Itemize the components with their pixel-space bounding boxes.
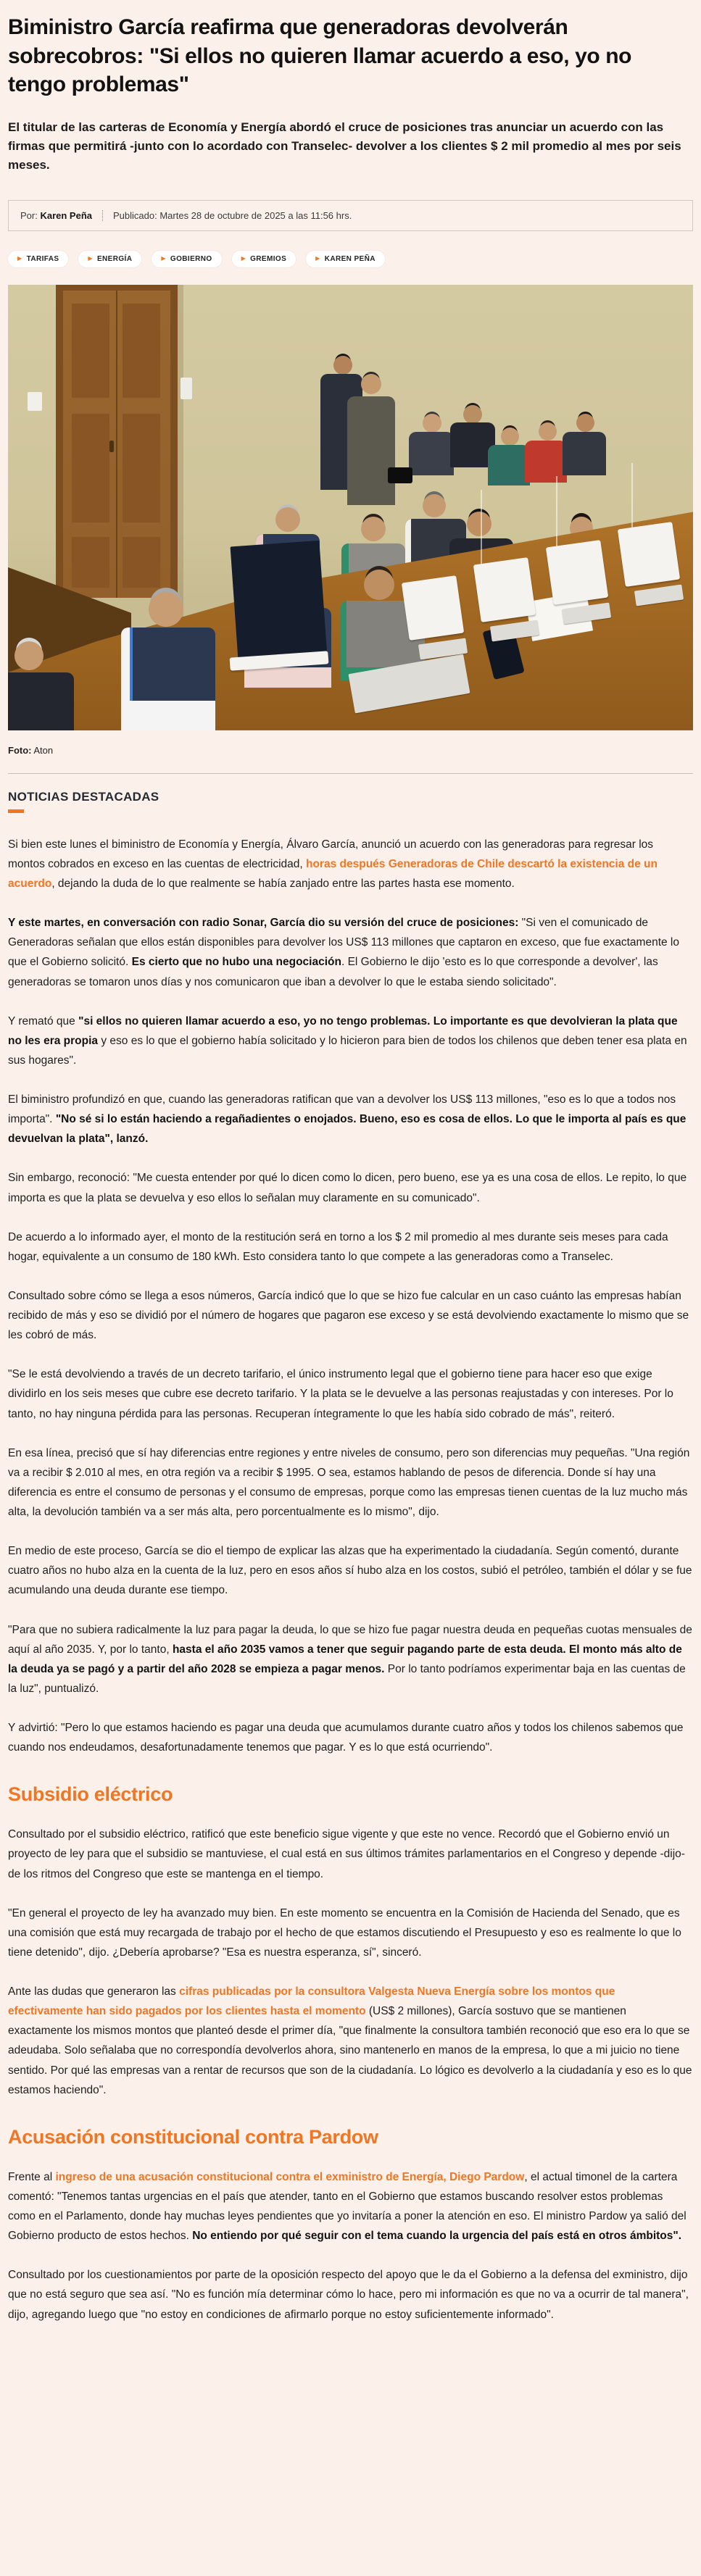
photo-monitor <box>473 557 536 622</box>
photo-person <box>539 422 557 441</box>
text-span: Ante las dudas que generaron las <box>8 1985 180 1998</box>
article-paragraph <box>8 1012 693 1070</box>
photo-person <box>149 592 183 627</box>
text-span: De acuerdo a lo informado ayer, el monto de la restitución será en torno a los $ 2 mil promedio al mes durante seis meses para cada hogar, equivalente a un consumo de 180 kWh. Esto considera tanto lo que compete a las generadoras como a Transelec. <box>8 1230 668 1263</box>
tag-pill[interactable] <box>232 251 296 267</box>
photo-person <box>501 428 519 446</box>
tags-row <box>8 251 693 267</box>
page-title: Biministro García reafirma que generadoras devolverán sobrecobros: "Si ellos no quieren llamar acuerdo a eso, yo no tengo problemas" <box>8 15 632 97</box>
tag-pill[interactable] <box>152 251 221 267</box>
article-paragraph <box>8 1825 693 1883</box>
article-paragraph <box>8 1364 693 1423</box>
byline-box <box>8 200 693 231</box>
text-span: "Si ven el comunicado de Generadoras señalan que ellos están disponibles para devolver los US$ 113 millones que captaron en exceso, que fue exactamente lo que el Gobierno solicitó. <box>8 917 679 969</box>
tag-arrow-icon: ▶ <box>161 255 166 262</box>
photo-door-handle <box>109 441 114 452</box>
text-span: y eso es lo que el gobierno había solicitado y lo hicieron para bien de todos los chilenos que deben tener esa plata en sus hogares". <box>8 1034 687 1067</box>
article-paragraph <box>8 1286 693 1345</box>
article-paragraph <box>8 1443 693 1522</box>
text-span: "Para que no subiera radicalmente la luz para pagar la deuda, lo que se hizo fue pagar nuestra deuda en pequeñas cuotas mensuales de aquí al año 2035. Y, por lo tanto, <box>8 1623 692 1656</box>
article-paragraph <box>8 1904 693 1962</box>
byline-separator <box>102 210 103 221</box>
section-divider <box>8 773 693 774</box>
tag-arrow-icon: ▶ <box>241 255 246 262</box>
photo-thermostat <box>28 392 42 411</box>
article-photo <box>8 285 693 730</box>
inline-link[interactable]: cifras publicadas por la consultora Valgesta Nueva Energía sobre los montos que efectivamente han sido pagados por los clientes hasta el momento <box>8 1985 615 2018</box>
byline-author-name[interactable]: Karen Peña <box>40 209 93 221</box>
tag-label: TARIFAS <box>26 254 59 263</box>
photo-thermostat <box>181 378 192 399</box>
photo-person <box>467 512 491 536</box>
byline-por-label: Por: <box>20 209 38 221</box>
text-span: El biministro profundizó en que, cuando las generadoras ratifican que van a devolver los US$ 113 millones, "eso es lo que a todos nos importa". <box>8 1093 676 1126</box>
text-span: Consultado por los cuestionamientos por parte de la oposición respecto del apoyo que le da el Gobierno a la defensa del exministro, dijo que no está seguro que sea así. "No es función mía determinar cómo lo hace, pero mi información es que no va a ocurrir de tal manera", dijo, agregando luego que "no estoy en condiciones de afirmarlo porque no estoy suficientemente informado". <box>8 2269 689 2321</box>
text-span: (US$ 2 millones), García sostuvo que se mantienen exactamente los mismos montos que planteó desde el primer día, "que finalmente la consultora también reconoció que eso era lo que se adeudaba. Solo señalaba que no correspondía devolverlos ahora, sino mantenerlo en manos de la empresa, lo que a mi juicio no tiene sentido. Por qué las empresas van a rentar de recursos que son de la ciudadanía. Lo lógico es devolverlo a la ciudadanía y eso es lo que estamos haciendo". <box>8 2005 692 2096</box>
photo-person <box>14 641 43 670</box>
text-span: "Se le está devolviendo a través de un decreto tarifario, el único instrumento legal que el gobierno tiene para hacer eso que exige dividirlo en los seis meses que cubre ese decreto tarifario. Y la plata se le devuelve a las personas reajustadas y con intereses. Por lo tanto, no hay ninguna pérdida para las personas. Recuperan íntegramente lo que les había sido cobrado de más", reiteró. <box>8 1368 673 1420</box>
text-span: , dejando la duda de lo que realmente se había zanjado entre las partes hasta ese momento. <box>51 878 515 891</box>
text-span: "En general el proyecto de ley ha avanzado muy bien. En este momento se encuentra en la Comisión de Hacienda del Senado, que es una comisión que está muy recargada de trabajo por el hecho de que estamos discutiendo el Presupuesto y eso es realmente lo que lo tiene detenido", dijo. ¿Debería aprobarse? "Esa es nuestra esperanza, sí", sinceró. <box>8 1906 681 1959</box>
photo-person <box>576 414 594 432</box>
tag-pill[interactable] <box>306 251 385 267</box>
tag-label: GOBIERNO <box>170 254 212 263</box>
photo-monitor <box>618 522 680 587</box>
byline-published: Publicado: Martes 28 de octubre de 2025 a las 11:56 hrs. <box>113 209 352 221</box>
article-lead: El titular de las carteras de Economía y Energía abordó el cruce de posiciones tras anunciar un acuerdo con las firmas que permitirá -junto con lo acordado con Transelec- devolver a los clientes $ 2 mil promedio al mes por seis meses. <box>8 120 681 172</box>
text-span: Y remató que <box>8 1014 79 1028</box>
article-paragraph <box>8 835 693 893</box>
photo-caption-label: Foto: <box>8 744 32 756</box>
article-paragraph <box>8 913 693 992</box>
article-subheading: Acusación constitucional contra Pardow <box>8 2125 378 2148</box>
photo-camera-icon <box>388 467 412 483</box>
text-span: En esa línea, precisó que sí hay diferencias entre regiones y entre niveles de consumo, pero son diferencias muy pequeñas. "Una región va a recibir $ 2.010 al mes, en otra región va a recibir $ 1995. O sea, estamos hablando de pesos de diferencia. Donde sí hay una diferencia es entre el consumo de personas y el consumo de empresas, porque como las empresas tienen cuentas de la luz mucho más alta, la devolución también va a ser más alta, pero porcentualmente es lo mismo", dijo. <box>8 1446 690 1519</box>
article-paragraph <box>8 1620 693 1699</box>
tag-pill[interactable] <box>78 251 141 267</box>
photo-person <box>275 507 300 532</box>
photo-person <box>361 517 386 541</box>
article-paragraph <box>8 1541 693 1600</box>
photo-caption <box>8 745 693 756</box>
text-span: Y este martes, en conversación con radio Sonar, García dio su versión del cruce de posiciones: <box>8 917 522 930</box>
text-span: Y advirtió: "Pero lo que estamos haciendo es pagar una deuda que acumulamos durante cuatro años y todos los chilenos sabemos que cuando nos endeudamos, desafortunadamente tenemos que pagar. Y es lo que está ocurriendo". <box>8 1722 684 1754</box>
article-paragraph <box>8 1227 693 1267</box>
photo-photographer <box>361 374 381 394</box>
text-span: Si bien este lunes el biministro de Economía y Energía, Álvaro García, anunció un acuerdo con las generadoras para regresar los montos cobrados en exceso en las cuentas de electricidad, <box>8 838 654 870</box>
photo-monitor <box>545 540 607 605</box>
section-heading: NOTICIAS DESTACADAS <box>8 789 159 804</box>
section-heading-accent-bar <box>8 809 24 813</box>
text-span: Por lo tanto podríamos experimentar baja en las cuentas de la luz", puntualizó. <box>8 1662 686 1695</box>
tag-arrow-icon: ▶ <box>17 255 22 262</box>
text-span: Consultado por el subsidio eléctrico, ratificó que este beneficio sigue vigente y que este no vence. Recordó que el Gobierno envió un proyecto de ley para que el subsidio se mantuviese, el cual está en sus últimos trámites parlamentarios en el Congreso y depende -dijo- de los ritmos del Congreso que este se mantenga en el tiempo. <box>8 1828 685 1880</box>
text-span: En medio de este proceso, García se dio el tiempo de explicar las alzas que ha experimentado la ciudadanía. Según comentó, durante cuatro años no hubo alza en la cuenta de la luz, pero en esos años sí hubo alza en los costos, subió el petróleo, también el dólar y se fue acumulando una deuda durante ese tiempo. <box>8 1545 692 1597</box>
inline-link[interactable]: ingreso de una acusación constitucional contra el exministro de Energía, Diego Pardow <box>55 2170 525 2183</box>
tag-label: GREMIOS <box>250 254 287 263</box>
text-span: hasta el año 2035 vamos a tener que seguir pagando parte de esta deuda. El monto más alto de la deuda ya se pagó y a partir del año 2028 se empieza a pagar menos. <box>8 1643 682 1675</box>
text-span: Es cierto que no hubo una negociación <box>131 956 341 969</box>
article-paragraph <box>8 2265 693 2324</box>
photo-monitor <box>230 540 327 662</box>
article-paragraph <box>8 2167 693 2246</box>
text-span: Consultado sobre cómo se llega a esos números, García indicó que lo que se hizo fue calcular en un caso cuánto las empresas habían recibido de más y eso se dividió por el número de hogares que pagaron ese exceso y se está devolviendo exactamente lo mismo que se les cobró de más. <box>8 1289 689 1342</box>
article-paragraph <box>8 1718 693 1757</box>
tag-arrow-icon: ▶ <box>315 255 320 262</box>
text-span: Frente al <box>8 2170 56 2183</box>
text-span: . El Gobierno le dijo 'esto es lo que corresponde a devolver', las generadoras se tomaron unos días y nos comunicaron que iban a devolver lo que le estaba siendo solicitado". <box>8 956 658 988</box>
article-paragraph <box>8 1982 693 2100</box>
text-span: "si ellos no quieren llamar acuerdo a eso, yo no tengo problemas. Lo importante es que devolvieran la plata que no les era propia <box>8 1014 678 1047</box>
text-span: , el actual timonel de la cartera comentó: "Tenemos tantas urgencias en el país que atender, tanto en el Gobierno que estamos buscando resolver estos problemas como en el Parlamento, donde hay muchas leyes pendientes que yo invitaría a poner la atención en eso. El ministro Pardow ya salió del Gobierno producto de estos hechos. <box>8 2170 687 2243</box>
photo-person <box>423 494 446 517</box>
article-subheading: Subsidio eléctrico <box>8 1783 173 1806</box>
photo-person <box>423 414 441 433</box>
inline-link[interactable]: horas después Generadoras de Chile descartó la existencia de un acuerdo <box>8 857 658 891</box>
article-paragraph <box>8 1168 693 1207</box>
tag-label: KAREN PEÑA <box>324 254 376 263</box>
photo-caption-credit: Aton <box>33 744 54 756</box>
article-body <box>8 835 693 2325</box>
photo-person <box>463 405 482 424</box>
text-span: "No sé si lo están haciendo a regañadientes o enojados. Bueno, eso es cosa de ellos. Lo que le importa al país es que devuelvan la plata", lanzó. <box>8 1113 687 1146</box>
photo-monitor <box>402 575 464 641</box>
text-span: No entiendo por qué seguir con el tema cuando la urgencia del país está en otros ámbitos". <box>192 2230 682 2243</box>
text-span: Sin embargo, reconoció: "Me cuesta entender por qué lo dicen como lo dicen, pero bueno, ese ya es una cosa de ellos. Le repito, lo que importa es que la plata se devuelva y eso ellos lo señalan muy claramente en su comunicado". <box>8 1172 687 1204</box>
tag-label: ENERGÍA <box>96 254 133 263</box>
tag-pill[interactable] <box>8 251 68 267</box>
tag-arrow-icon: ▶ <box>88 255 93 262</box>
article-paragraph <box>8 1090 693 1149</box>
byline-author <box>20 210 92 221</box>
photo-person <box>333 356 352 375</box>
